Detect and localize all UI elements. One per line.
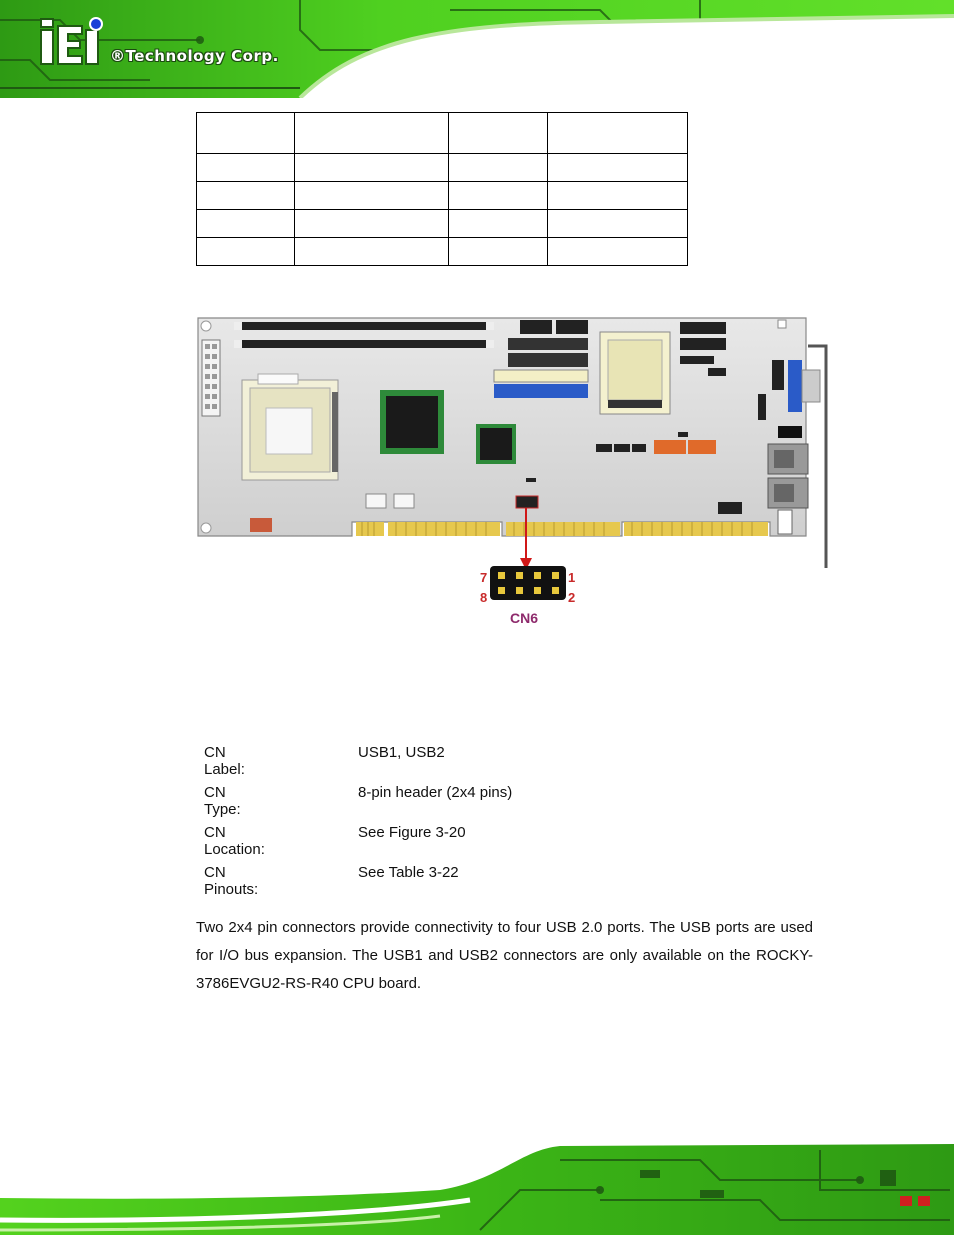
- table-cell: [449, 113, 548, 154]
- table-cell: [197, 113, 295, 154]
- table-cell: [197, 238, 295, 266]
- table-cell: [197, 154, 295, 182]
- table-cell: [197, 210, 295, 238]
- table-cell: [295, 154, 449, 182]
- table-row: [197, 210, 688, 238]
- cpu-board-figure: [190, 310, 840, 630]
- circuit-board-graphic: [0, 1140, 954, 1235]
- description-paragraph: Two 2x4 pin connectors provide connectivity to four USB 2.0 ports. The USB ports are used for I/O bus expansion. The USB1 and USB2 connectors are only available on the ROCKY-3786EVGU2-RS-R40 CPU board.: [196, 919, 813, 992]
- info-label: CN Type:: [204, 784, 241, 818]
- table-cell: [548, 182, 688, 210]
- pin-label-8: 8: [480, 590, 488, 605]
- table-row: [197, 182, 688, 210]
- iei-logo-icon: [38, 16, 108, 66]
- info-value: USB1, USB2: [358, 744, 445, 761]
- pin-label-7: 7: [480, 570, 488, 585]
- table-cell: [548, 154, 688, 182]
- info-label: CN Label:: [204, 744, 245, 778]
- table-cell: [295, 210, 449, 238]
- info-value: See Figure 3-20: [358, 824, 466, 841]
- table-row: [197, 238, 688, 266]
- cpu-board-diagram: [190, 310, 840, 630]
- table-cell: [548, 238, 688, 266]
- page-header-banner: [0, 0, 954, 98]
- table-cell: [449, 182, 548, 210]
- info-value: See Table 3-22: [358, 864, 459, 881]
- info-label: CN Location:: [204, 824, 265, 858]
- info-label: CN Pinouts:: [204, 864, 259, 898]
- pin-label-2: 2: [568, 590, 576, 605]
- table-cell: [449, 238, 548, 266]
- pin-label-1: 1: [568, 570, 576, 585]
- cn6-callout-label: CN6: [510, 610, 539, 626]
- table-row: [197, 113, 688, 154]
- table-cell: [548, 210, 688, 238]
- table-cell: [295, 238, 449, 266]
- table-row: [197, 154, 688, 182]
- pinout-table: [196, 112, 688, 266]
- table-cell: [295, 113, 449, 154]
- page-footer-banner: [0, 1140, 954, 1235]
- info-value: 8-pin header (2x4 pins): [358, 784, 513, 801]
- table-cell: [295, 182, 449, 210]
- table-cell: [197, 182, 295, 210]
- table-cell: [449, 210, 548, 238]
- table-cell: [449, 154, 548, 182]
- logo-tagline: ®Technology Corp.: [110, 47, 279, 65]
- table-cell: [548, 113, 688, 154]
